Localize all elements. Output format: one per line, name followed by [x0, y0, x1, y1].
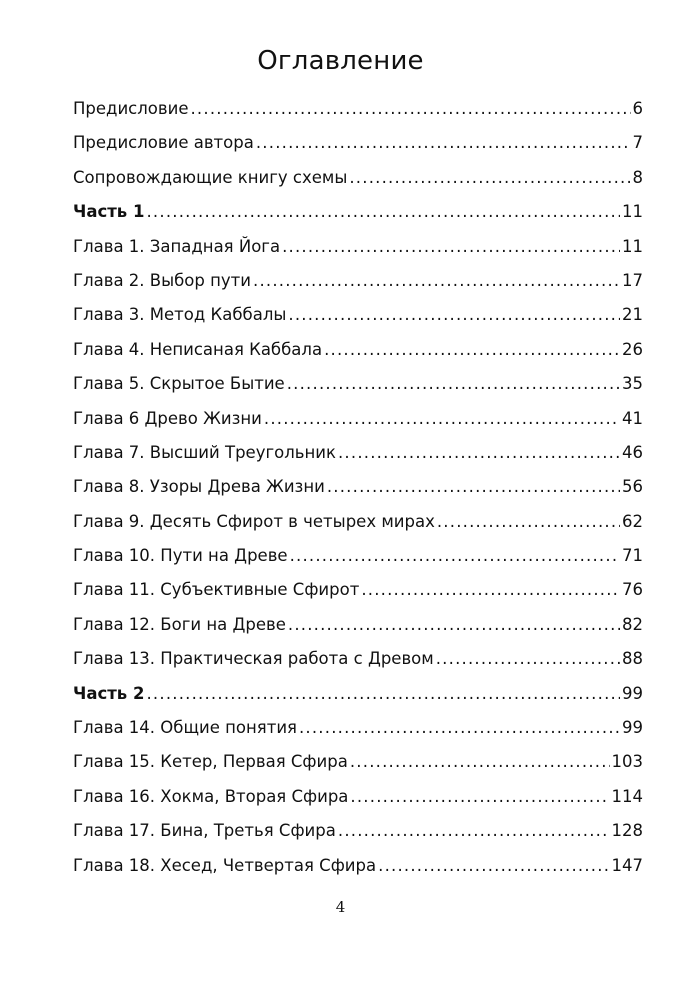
toc-entry-page: 7	[632, 133, 643, 153]
toc-entry	[73, 161, 643, 195]
toc-entry	[73, 92, 643, 126]
toc-entry-title: Глава 18. Хесед, Четвертая Сфира	[73, 855, 377, 875]
toc-entry-title: Глава 15. Кетер, Первая Сфира	[73, 752, 348, 772]
toc-dot-leader	[338, 436, 620, 470]
toc-entry-page: 56	[622, 477, 643, 497]
toc-dot-leader	[282, 230, 620, 264]
toc-entry	[73, 642, 643, 676]
toc-part-entry	[73, 195, 643, 229]
toc-entry-title: Глава 14. Общие понятия	[73, 718, 297, 738]
toc-entry-title: Глава 4. Неписаная Каббала	[73, 339, 323, 359]
toc-entry	[73, 230, 643, 264]
toc-entry	[73, 470, 643, 504]
toc-entry	[73, 402, 643, 436]
toc-entry-page: 99	[622, 683, 643, 703]
toc-dot-leader	[253, 264, 620, 298]
page-title: Оглавление	[257, 46, 424, 76]
toc-dot-leader	[287, 367, 620, 401]
toc-entry	[73, 333, 643, 367]
toc-entry-page: 128	[611, 821, 643, 841]
toc-dot-leader	[327, 470, 620, 504]
toc-entry-page: 6	[632, 99, 643, 118]
toc-entry-page: 76	[622, 580, 643, 600]
toc-entry	[73, 711, 643, 745]
toc-entry	[73, 298, 643, 332]
toc-entry-page: 26	[622, 339, 643, 359]
toc-entry	[73, 539, 643, 573]
toc-entry-page: 147	[611, 855, 643, 875]
toc-entry-title: Глава 7. Высший Треугольник	[73, 442, 336, 462]
toc-entry	[73, 505, 643, 539]
toc-entry-page: 88	[622, 649, 643, 669]
toc-entry-title: Сопровождающие книгу схемы	[73, 167, 348, 187]
toc-entry-page: 11	[622, 202, 643, 222]
toc-entry-title: Часть 2	[73, 683, 145, 703]
toc-dot-leader	[288, 608, 620, 642]
toc-part-entry	[73, 677, 643, 711]
toc-entry-title: Глава 6 Древо Жизни	[73, 408, 262, 428]
toc-entry	[73, 608, 643, 642]
toc-entry-title: Глава 11. Субъективные Сфирот	[73, 580, 360, 600]
toc-entry-page: 82	[622, 614, 643, 634]
page-number: 4	[335, 898, 346, 916]
toc-entry-title: Предисловие автора	[73, 133, 254, 153]
toc-entry-page: 103	[611, 752, 643, 772]
toc-entry-title: Предисловие	[73, 99, 189, 118]
toc-dot-leader	[146, 677, 620, 711]
toc-dot-leader	[299, 711, 620, 745]
toc-entry-title: Глава 3. Метод Каббалы	[73, 305, 287, 325]
toc-entry-page: 41	[622, 408, 643, 428]
toc-entry-title: Часть 1	[73, 202, 145, 222]
toc-entry	[73, 745, 643, 779]
toc-dot-leader	[338, 814, 610, 848]
toc-entry	[73, 126, 643, 160]
toc-entry-page: 62	[622, 511, 643, 531]
toc-entry	[73, 264, 643, 298]
toc-dot-leader	[256, 126, 631, 160]
toc-entry-title: Глава 13. Практическая работа с Древом	[73, 649, 434, 669]
toc-entry-page: 35	[622, 374, 643, 394]
toc-entry	[73, 849, 643, 883]
toc-entry-page: 71	[622, 546, 643, 566]
toc-entry-title: Глава 17. Бина, Третья Сфира	[73, 821, 336, 841]
toc-entry	[73, 436, 643, 470]
toc-entry-title: Глава 9. Десять Сфирот в четырех мирах	[73, 511, 435, 531]
toc-dot-leader	[264, 402, 620, 436]
toc-entry-title: Глава 8. Узоры Древа Жизни	[73, 477, 325, 497]
toc-dot-leader	[190, 92, 630, 126]
toc-dot-leader	[290, 539, 620, 573]
toc-entry-page: 99	[622, 718, 643, 738]
toc-dot-leader	[350, 780, 609, 814]
toc-dot-leader	[349, 161, 630, 195]
toc-dot-leader	[324, 333, 620, 367]
toc-entry	[73, 573, 643, 607]
toc-entry-page: 17	[622, 270, 643, 290]
toc-entry-page: 11	[622, 236, 643, 256]
toc-dot-leader	[146, 195, 620, 229]
toc-entry-title: Глава 2. Выбор пути	[73, 270, 252, 290]
toc-entry-title: Глава 10. Пути на Древе	[73, 546, 288, 566]
toc-entry-page: 8	[632, 167, 643, 187]
toc-entry	[73, 367, 643, 401]
toc-dot-leader	[361, 573, 620, 607]
toc-entry-page: 114	[611, 786, 643, 806]
toc-entry-title: Глава 1. Западная Йога	[73, 236, 281, 256]
toc-entry-title: Глава 12. Боги на Древе	[73, 614, 286, 634]
toc-entry	[73, 780, 643, 814]
toc-dot-leader	[378, 849, 609, 883]
toc-dot-leader	[288, 298, 620, 332]
toc-entry-title: Глава 16. Хокма, Вторая Сфира	[73, 786, 349, 806]
toc-entry-title: Глава 5. Скрытое Бытие	[73, 374, 285, 394]
table-of-contents	[73, 92, 643, 883]
toc-dot-leader	[436, 642, 620, 676]
toc-dot-leader	[437, 505, 620, 539]
toc-entry-page: 21	[622, 305, 643, 325]
toc-entry-page: 46	[622, 442, 643, 462]
toc-entry	[73, 814, 643, 848]
toc-dot-leader	[350, 745, 610, 779]
